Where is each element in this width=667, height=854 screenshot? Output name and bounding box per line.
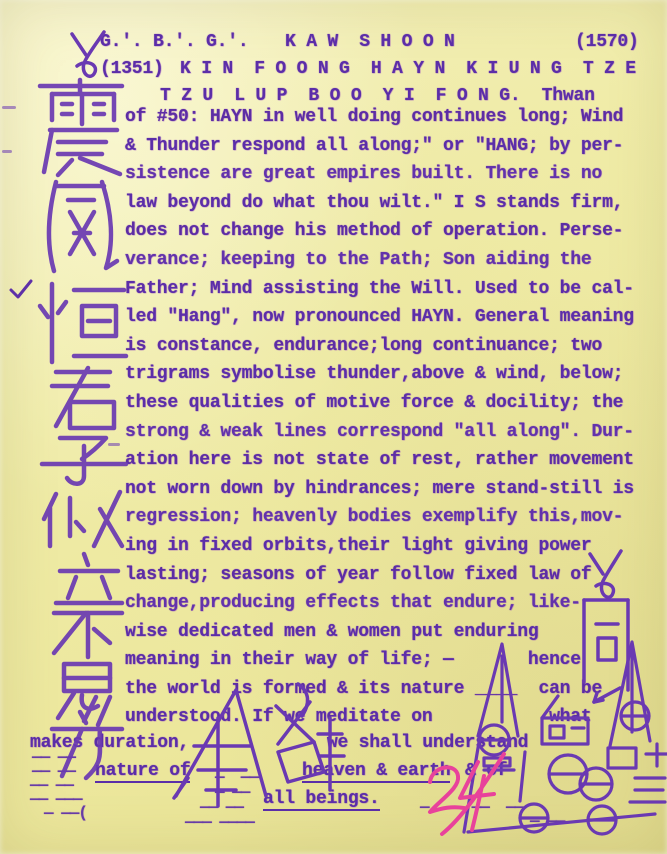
body-line: strong & weak lines correspond "all along". Dur- [125, 421, 634, 442]
body-line: is constance, endurance;long continuance; two [125, 335, 603, 356]
body-line: change,producing effects that endure; like- [125, 593, 581, 614]
bottom-and-of: & of [465, 761, 508, 781]
body-line: does not change his method of operation. Perse- [125, 221, 624, 242]
body-line: law beyond do what thou wilt." I S stands firm, [125, 192, 624, 213]
margin-tick [2, 150, 12, 153]
header-title: K A W S H O O N [285, 32, 455, 52]
hexagram-dash-row: —— —— [32, 762, 76, 780]
header-line2: K I N F O O N G H A Y N K I U N G T Z E [180, 59, 636, 79]
hexagram-dash-row: —— —— [200, 798, 244, 816]
header-lodge-initials: G.'. B.'. G.'. [100, 32, 249, 52]
body-line: verance; keeping to the Path; Son aiding the [125, 249, 592, 270]
pink-handwritten-mark [412, 748, 517, 838]
body-line: ing in fixed orbits,their light giving power [125, 535, 592, 556]
left-column-chinese-characters-sketch [22, 78, 134, 743]
header-number-left: (1351) [100, 59, 164, 79]
hexagram-dash-row: — —— [530, 812, 565, 830]
body-line: lasting; seasons of year follow fixed law of [125, 564, 592, 585]
gamma-loop-symbol-top-left [66, 28, 110, 84]
hexagram-dash-row: —— ——— [30, 790, 82, 808]
body-line: sistence are great empires built. There is no [125, 164, 603, 185]
body-line: led "Hang", now pronounced HAYN. General meaning [125, 307, 634, 328]
body-line: the world is formed & its nature ____ can be [125, 678, 603, 699]
hexagram-dash-row: —— —— [30, 776, 74, 794]
body-line: understood. If we meditate on what [125, 707, 592, 728]
hexagram-dash-row: — —— [215, 768, 259, 786]
body-line: regression; heavenly bodies exemplify this,mov- [125, 507, 624, 528]
bottom-line-makes-duration: makes duration, we shall understand [30, 733, 529, 753]
body-line: wise dedicated men & women put enduring [125, 621, 539, 642]
body-line: of #50: HAYN in well doing continues long; Wind [125, 107, 624, 127]
bottom-heaven-earth: heaven & earth [302, 761, 451, 781]
header-year-right: (1570) [575, 32, 639, 52]
body-line: meaning in their way of life; — hence [125, 650, 581, 671]
hexagram-dash-row: — ——( [44, 804, 88, 822]
body-line: & Thunder respond all along;" or "HANG; by per- [125, 135, 624, 156]
bottom-nature-of: nature of [95, 761, 191, 781]
bottom-all-beings: all beings. [263, 789, 380, 809]
hexagram-dash-row: —— —— [32, 748, 76, 766]
body-line: trigrams symbolise thunder,above & wind, below; [125, 364, 624, 385]
margin-tick [2, 106, 16, 109]
header-line3: T Z U L U P B O O Y I F O N G. Thwan [160, 86, 595, 106]
hexagram-dash-row: — —— [215, 783, 250, 801]
body-line: not worn down by hindrances; mere stand-still is [125, 478, 634, 499]
body-line: ation here is not state of rest, rather movement [125, 450, 634, 471]
hexagram-dash-row: ——— ———— [185, 813, 254, 831]
body-line: Father; Mind assisting the Will. Used to be cal- [125, 278, 634, 299]
center-character-doodle [158, 678, 348, 818]
body-line: these qualities of motive force & docility; the [125, 392, 624, 413]
hexagram-dash-row: — — —— —— [420, 798, 524, 816]
